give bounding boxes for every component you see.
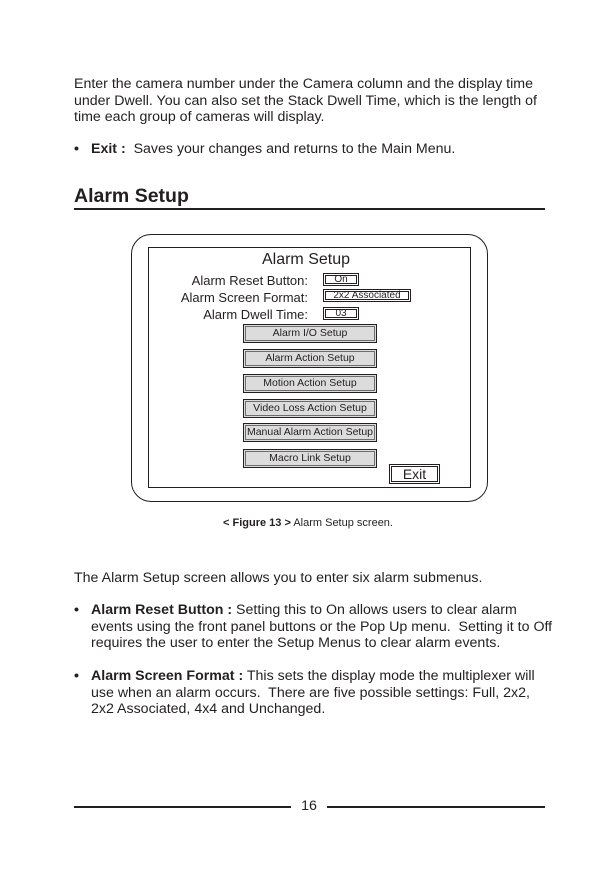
alarm-reset-bullet — [74, 602, 557, 652]
motion-action-setup-button[interactable]: Motion Action Setup — [243, 374, 377, 393]
macro-link-setup-button[interactable]: Macro Link Setup — [243, 449, 377, 468]
alarm-dwell-time-label: Alarm Dwell Time: — [203, 307, 308, 322]
alarm-reset-description: Setting this to On allows users to clear alarm events using the front panel buttons or the Pop Up menu. Setting it to Off requires the user to enter the Setup Menus to clear alarm events. — [91, 602, 557, 652]
bullet-symbol: • — [74, 602, 79, 618]
alarm-format-term: Alarm Screen Format : — [91, 668, 244, 684]
figure-caption-text: Alarm Setup screen. — [290, 517, 393, 529]
alarm-format-bullet — [74, 668, 554, 718]
alarm-format-description: This sets the display mode the multiplexer will use when an alarm occurs. There are five possible settings: Full, 2x2, 2x2 Associated, 4x4 and Unchanged. — [91, 668, 539, 718]
alarm-screen-format-value[interactable]: 2x2 Associated — [323, 289, 411, 302]
alarm-action-setup-button[interactable]: Alarm Action Setup — [243, 349, 377, 368]
alarm-reset-button-value[interactable]: On — [323, 273, 359, 286]
alarm-screen-format-label: Alarm Screen Format: — [180, 290, 308, 305]
alarm-dwell-time-value[interactable]: 03 — [323, 307, 359, 320]
exit-button[interactable]: Exit — [389, 464, 440, 484]
screen-title: Alarm Setup — [261, 251, 351, 268]
figure-caption — [0, 517, 616, 529]
bullet-symbol: • — [74, 668, 79, 684]
footer-rule-left — [74, 806, 291, 808]
bullet-symbol: • — [74, 141, 79, 157]
exit-term: Exit : — [91, 141, 126, 157]
section-rule — [74, 208, 545, 210]
summary-paragraph: The Alarm Setup screen allows you to enter six alarm submenus. — [74, 570, 483, 586]
footer-rule-right — [327, 806, 545, 808]
exit-description: Saves your changes and returns to the Main Menu. — [125, 141, 456, 157]
video-loss-action-setup-button[interactable]: Video Loss Action Setup — [243, 399, 377, 418]
exit-bullet — [74, 141, 554, 158]
intro-paragraph: Enter the camera number under the Camera column and the display time under Dwell. You can also set the Stack Dwell Time, which is the length of time each group of cameras will display. — [74, 76, 537, 126]
alarm-reset-button-label: Alarm Reset Button: — [191, 273, 308, 288]
section-title: Alarm Setup — [74, 185, 189, 207]
alarm-io-setup-button[interactable]: Alarm I/O Setup — [243, 324, 377, 343]
figure-number: < Figure 13 > — [223, 517, 291, 529]
alarm-reset-term: Alarm Reset Button : — [91, 602, 233, 618]
page-number: 16 — [301, 798, 317, 814]
manual-alarm-action-setup-button[interactable]: Manual Alarm Action Setup — [243, 423, 377, 442]
